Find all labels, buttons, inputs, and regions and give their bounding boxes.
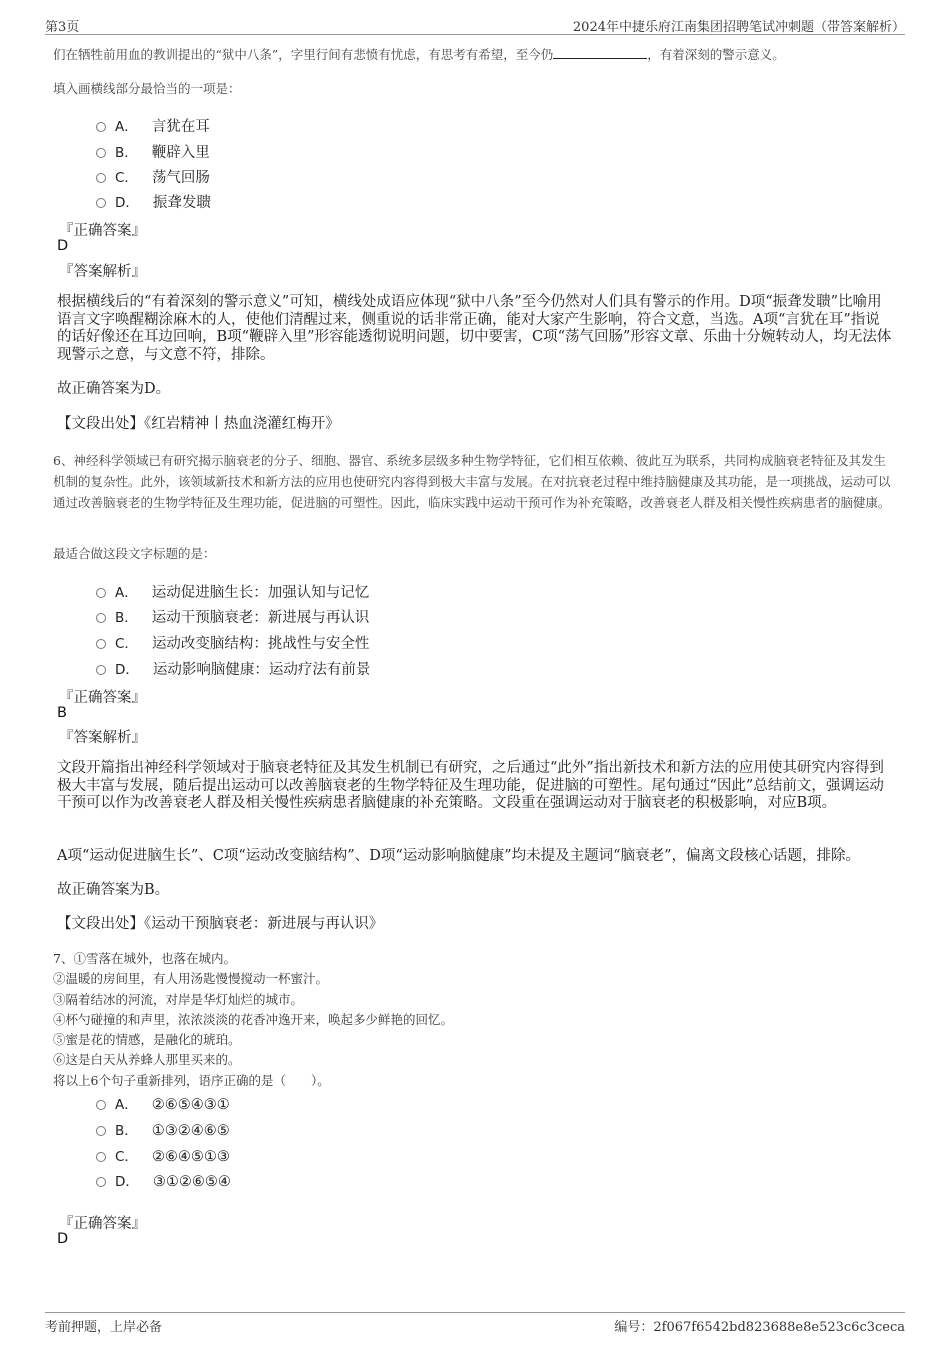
q6-option-c[interactable] — [96, 632, 369, 653]
q5-option-a[interactable] — [96, 115, 210, 136]
q5-analysis-label: 『答案解析』 — [59, 264, 146, 280]
q7-option-b[interactable] — [96, 1119, 230, 1139]
q5-answer: D — [57, 238, 69, 254]
option-letter: B． — [115, 145, 138, 161]
radio-icon[interactable] — [96, 588, 106, 598]
q5-stem — [53, 44, 903, 65]
footer-slogan: 考前押题，上岸必备 — [45, 1320, 163, 1335]
q5-stem-post: ，有着深刻的警示意义。 — [647, 47, 785, 62]
q6-analysis-label: 『答案解析』 — [59, 730, 146, 746]
q7-answer-label: 『正确答案』 — [59, 1216, 146, 1232]
option-letter: B． — [115, 1123, 138, 1139]
q5-answer-label: 『正确答案』 — [59, 223, 146, 239]
q6-option-a[interactable] — [96, 581, 369, 602]
option-text: ③①②⑥⑤④ — [152, 1174, 231, 1190]
option-letter: A． — [115, 585, 138, 601]
page-header — [45, 14, 905, 35]
q7-answer: D — [57, 1231, 69, 1247]
radio-icon[interactable] — [96, 613, 106, 623]
option-text: ②⑥④⑤①③ — [151, 1149, 230, 1165]
radio-icon[interactable] — [96, 665, 106, 675]
q7-line: ⑤蜜是花的情感，是融化的琥珀。 — [53, 1032, 241, 1048]
page-number: 第3页 — [45, 20, 80, 35]
radio-icon[interactable] — [96, 1152, 106, 1162]
q5-option-c[interactable] — [96, 166, 210, 187]
q6-prompt: 最适合做这段文字标题的是： — [53, 546, 216, 561]
q7-option-a[interactable] — [96, 1093, 230, 1113]
q5-source: 【文段出处】《红岩精神丨热血浇灌红梅开》 — [57, 416, 340, 432]
q7-prompt: 将以上6个句子重新排列，语序正确的是（ ）。 — [53, 1072, 330, 1088]
q6-analysis-2: A项“运动促进脑生长”、C项“运动改变脑结构”、D项“运动影响脑健康”均未提及主题词“脑衰老”，偏离文段核心话题，排除。 — [57, 848, 860, 864]
q5-prompt: 填入画横线部分最恰当的一项是： — [53, 81, 241, 96]
q7-line: ③隔着结冰的河流，对岸是华灯灿烂的城市。 — [53, 991, 304, 1007]
q6-option-b[interactable] — [96, 606, 369, 627]
option-letter: A． — [115, 1097, 138, 1113]
option-letter: C． — [115, 1149, 138, 1165]
fill-blank — [553, 48, 647, 59]
q5-conclusion: 故正确答案为D。 — [57, 381, 171, 397]
q5-stem-pre: 们在牺牲前用血的教训提出的“狱中八条”，字里行间有悲愤有忧虑，有思考有希望，至今仍 — [53, 47, 554, 62]
page-footer — [45, 1312, 905, 1337]
option-text: 运动促进脑生长：加强认知与记忆 — [151, 585, 370, 601]
option-letter: A． — [115, 119, 138, 135]
q6-answer: B — [57, 705, 67, 721]
option-letter: D． — [115, 1174, 139, 1190]
document-title: 2024年中捷乐府江南集团招聘笔试冲刺题（带答案解析） — [572, 20, 905, 35]
option-text: 振聋发聩 — [152, 195, 211, 211]
option-text: 运动影响脑健康：运动疗法有前景 — [152, 662, 371, 678]
option-text: 荡气回肠 — [151, 170, 210, 186]
q5-option-d[interactable] — [96, 191, 211, 212]
option-text: 运动干预脑衰老：新进展与再认识 — [151, 610, 370, 626]
option-letter: B． — [115, 610, 138, 626]
q6-analysis: 文段开篇指出神经科学领域对于脑衰老特征及其发生机制已有研究，之后通过“此外”指出新技术和新方法的应用使其研究内容得到极大丰富与发展，随后提出运动可以改善脑衰老的生物学特征及生理功能，促进脑的可塑性。尾句通过“因此”总结前文，强调运动干预可以作为改善衰老人群及相关慢性疾病患者脑健康的补充策略。文段重在强调运动对于脑衰老的积极影响，对应B项。 — [57, 760, 884, 811]
radio-icon[interactable] — [96, 1126, 106, 1136]
q7-line: ⑥这是白天从养蜂人那里买来的。 — [53, 1052, 241, 1068]
q6-option-d[interactable] — [96, 658, 370, 679]
q6-answer-label: 『正确答案』 — [59, 690, 146, 706]
document-id: 编号：2f067f6542bd823688e8e523c6c3ceca — [614, 1320, 905, 1335]
option-letter: C． — [115, 636, 138, 652]
q5-analysis: 根据横线后的“有着深刻的警示意义”可知，横线处成语应体现“狱中八条”至今仍然对人们具有警示的作用。D项“振聋发聩”比喻用语言文字唤醒糊涂麻木的人，使他们清醒过来，侧重说的话非常正确，能对大家产生影响，符合文意，当选。A项“言犹在耳”指说的话好像还在耳边回响，B项“鞭辟入里”形容能透彻说明问题，切中要害，C项“荡气回肠”形容文章、乐曲十分婉转动人，均无法体现警示之意，与文意不符，排除。 — [57, 294, 892, 363]
option-letter: C． — [115, 170, 138, 186]
radio-icon[interactable] — [96, 198, 106, 208]
q7-line: ②温暖的房间里，有人用汤匙慢慢搅动一杯蜜汁。 — [53, 971, 329, 987]
q7-option-d[interactable] — [96, 1170, 231, 1190]
q7-line: ④杯勺碰撞的和声里，浓浓淡淡的花香冲逸开来，唤起多少鲜艳的回忆。 — [53, 1011, 454, 1027]
q6-stem: 6、神经科学领域已有研究揭示脑衰老的分子、细胞、器官、系统多层级多种生物学特征，它们相互依赖、彼此互为联系，共同构成脑衰老特征及其发生机制的复杂性。此外，该领域新技术和新方法的应用也使研究内容得到极大丰富与发展。在对抗衰老过程中维持脑健康及其功能，是一项挑战，运动可以通过改善脑衰老的生物学特征及生理功能，促进脑的可塑性。因此，临床实践中运动干预可作为补充策略，改善衰老人群及相关慢性疾病患者的脑健康。 — [53, 453, 891, 510]
option-text: 运动改变脑结构：挑战性与安全性 — [151, 636, 370, 652]
option-text: ①③②④⑥⑤ — [151, 1123, 230, 1139]
q6-source: 【文段出处】《运动干预脑衰老：新进展与再认识》 — [57, 916, 384, 932]
radio-icon[interactable] — [96, 1177, 106, 1187]
q5-option-b[interactable] — [96, 141, 210, 162]
option-text: 鞭辟入里 — [151, 145, 210, 161]
radio-icon[interactable] — [96, 1100, 106, 1110]
option-text: ②⑥⑤④③① — [151, 1097, 230, 1113]
radio-icon[interactable] — [96, 639, 106, 649]
q7-option-c[interactable] — [96, 1145, 230, 1165]
q7-line: 7、①雪落在城外，也落在城内。 — [53, 951, 236, 966]
option-text: 言犹在耳 — [151, 119, 210, 135]
q6-conclusion: 故正确答案为B。 — [57, 882, 170, 898]
option-letter: D． — [115, 662, 139, 678]
radio-icon[interactable] — [96, 173, 106, 183]
radio-icon[interactable] — [96, 148, 106, 158]
radio-icon[interactable] — [96, 122, 106, 132]
q7-stem — [53, 949, 453, 1091]
option-letter: D． — [115, 195, 139, 211]
